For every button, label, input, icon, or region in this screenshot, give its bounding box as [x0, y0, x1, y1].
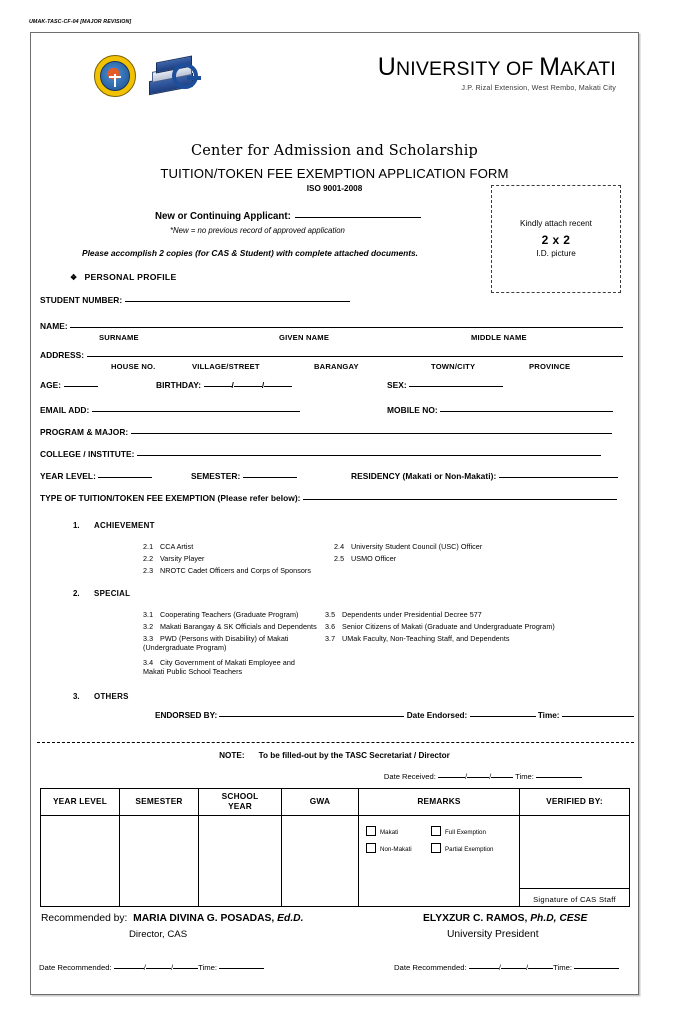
- cell-semester[interactable]: [120, 816, 199, 907]
- checkbox-partial-exemption[interactable]: Partial Exemption: [431, 843, 494, 853]
- photo-type: I.D. picture: [536, 249, 576, 258]
- personal-profile-label: PERSONAL PROFILE: [84, 272, 177, 282]
- residency-label: RESIDENCY (Makati or Non-Makati):: [351, 471, 497, 481]
- checkbox-icon[interactable]: [431, 843, 441, 853]
- cell-remarks: [359, 816, 520, 907]
- photo-attachment-box: [491, 185, 621, 293]
- category-1-title: ACHIEVEMENT: [94, 521, 155, 530]
- diamond-bullet-icon: ❖: [70, 273, 78, 282]
- date-received-month[interactable]: [438, 777, 465, 778]
- sex-label: SEX:: [387, 380, 407, 390]
- date-year-input[interactable]: [528, 968, 553, 969]
- program-major-input[interactable]: [131, 433, 612, 434]
- birthday-year-input[interactable]: [264, 386, 292, 387]
- list-item: 3.2 Makati Barangay & SK Officials and Dependents: [143, 622, 317, 631]
- form-header: [31, 53, 638, 113]
- section-personal-profile: [70, 272, 177, 282]
- date-received-day[interactable]: [467, 777, 489, 778]
- semester-input[interactable]: [243, 477, 297, 478]
- president-degree: Ph.D, CESE: [530, 913, 588, 924]
- table-row: [41, 816, 630, 907]
- email-field[interactable]: [40, 405, 300, 415]
- director-title: Director, CAS: [129, 929, 188, 940]
- mobile-field[interactable]: [387, 405, 613, 415]
- program-major-field[interactable]: [40, 427, 612, 437]
- residency-input[interactable]: [499, 477, 618, 478]
- exemption-type-input[interactable]: [303, 499, 617, 500]
- col-gwa: GWA: [282, 789, 359, 816]
- list-item: 3.1 Cooperating Teachers (Graduate Program): [143, 610, 299, 619]
- residency-field[interactable]: [351, 471, 618, 481]
- sublabel-house-no: HOUSE NO.: [111, 362, 156, 371]
- col-semester: SEMESTER: [120, 789, 199, 816]
- time-endorsed-input[interactable]: [562, 716, 634, 717]
- form-title: TUITION/TOKEN FEE EXEMPTION APPLICATION FORM: [160, 166, 509, 181]
- col-remarks: REMARKS: [359, 789, 520, 816]
- time-label: Time:: [553, 963, 573, 972]
- cell-school-year[interactable]: [199, 816, 282, 907]
- cell-gwa[interactable]: [282, 816, 359, 907]
- document-code: UMAK-TASC-CF-04 [MAJOR REVISION]: [29, 19, 132, 25]
- time-received-label: Time:: [515, 772, 534, 781]
- book-emblem-icon: [147, 55, 197, 97]
- list-item: 2.5 USMO Officer: [334, 554, 397, 563]
- signature-line: [520, 888, 629, 889]
- list-item: 2.1 CCA Artist: [143, 542, 194, 551]
- tasc-note: [31, 751, 638, 760]
- time-received-input[interactable]: [536, 777, 582, 778]
- year-level-input[interactable]: [98, 477, 152, 478]
- address-input[interactable]: [87, 356, 623, 357]
- date-recommended-label: Date Recommended:: [394, 963, 467, 972]
- address-label: ADDRESS:: [40, 350, 85, 360]
- photo-instruction: Kindly attach recent: [520, 219, 592, 228]
- checkbox-icon[interactable]: [366, 826, 376, 836]
- birthday-month-input[interactable]: [204, 386, 232, 387]
- university-seal-icon: [94, 55, 136, 97]
- date-day-input[interactable]: [146, 968, 171, 969]
- semester-field[interactable]: [191, 471, 297, 481]
- sex-field[interactable]: [387, 380, 503, 390]
- checkbox-makati[interactable]: Makati: [366, 826, 398, 836]
- list-item: 3.6 Senior Citizens of Makati (Graduate and Undergraduate Program): [325, 622, 555, 631]
- list-item: 2.2 Varsity Player: [143, 554, 205, 563]
- student-number-field[interactable]: [40, 295, 350, 305]
- checkbox-icon[interactable]: [366, 843, 376, 853]
- list-item: 3.3 PWD (Persons with Disability) of Makati (Undergraduate Program): [143, 634, 289, 652]
- semester-label: SEMESTER:: [191, 471, 241, 481]
- sublabel-surname: SURNAME: [99, 333, 139, 342]
- mobile-label: MOBILE NO:: [387, 405, 438, 415]
- year-level-field[interactable]: [40, 471, 152, 481]
- sublabel-barangay: BARANGAY: [314, 362, 359, 371]
- recommended-by-label: Recommended by:: [41, 913, 128, 924]
- list-item: 2.4 University Student Council (USC) Officer: [334, 542, 483, 551]
- table-header-row: [41, 789, 630, 816]
- category-3-title: OTHERS: [94, 692, 129, 701]
- age-field[interactable]: [40, 380, 98, 390]
- photo-size: 2 x 2: [541, 233, 571, 247]
- sublabel-town-city: TOWN/CITY: [431, 362, 476, 371]
- list-item: 3.5 Dependents under Presidential Decree 577: [325, 610, 482, 619]
- president-name: ELYXZUR C. RAMOS,: [423, 913, 531, 924]
- accomplish-instruction: Please accomplish 2 copies (for CAS & Student) with complete attached documents.: [82, 248, 419, 258]
- list-item: 3.7 UMak Faculty, Non-Teaching Staff, and Dependents: [325, 634, 510, 643]
- note-text: To be filled-out by the TASC Secretariat / Director: [258, 751, 450, 760]
- applicant-note: *New = no previous record of approved application: [170, 226, 345, 235]
- name-label: NAME:: [40, 321, 68, 331]
- checkbox-non-makati[interactable]: Non-Makati: [366, 843, 412, 853]
- seal-torch-icon: [114, 74, 116, 87]
- endorsement-row[interactable]: [155, 711, 634, 720]
- date-received-year[interactable]: [491, 777, 513, 778]
- program-major-label: PROGRAM & MAJOR:: [40, 427, 129, 437]
- sublabel-middle-name: MIDDLE NAME: [471, 333, 527, 342]
- sublabel-given-name: GIVEN NAME: [279, 333, 330, 342]
- name-input[interactable]: [70, 327, 623, 328]
- exemption-type-field[interactable]: [40, 493, 617, 503]
- year-level-label: YEAR LEVEL:: [40, 471, 96, 481]
- signature-caption: Signature of CAS Staff: [533, 895, 616, 904]
- date-month-input[interactable]: [114, 968, 144, 969]
- birthday-field[interactable]: BIRTHDAY: / /: [156, 380, 292, 390]
- age-label: AGE:: [40, 380, 62, 390]
- college-institute-label: COLLEGE / INSTITUTE:: [40, 449, 135, 459]
- checkbox-full-exemption[interactable]: Full Exemption: [431, 826, 486, 836]
- list-item: 2.3 NROTC Cadet Officers and Corps of Sponsors: [143, 566, 311, 575]
- applicant-type-label: New or Continuing Applicant:: [155, 211, 291, 222]
- iso-certification: ISO 9001-2008: [306, 184, 363, 193]
- note-label: NOTE:: [219, 751, 245, 760]
- date-received-label: Date Received:: [383, 772, 436, 781]
- date-recommended-president[interactable]: Date Recommended: / / Time:: [394, 963, 619, 972]
- age-input[interactable]: [64, 386, 98, 387]
- section-divider: [37, 742, 634, 743]
- sublabel-village-street: VILLAGE/STREET: [192, 362, 260, 371]
- exemption-type-label: TYPE OF TUITION/TOKEN FEE EXEMPTION (Please refer below):: [40, 493, 301, 503]
- director-degree: Ed.D.: [277, 913, 304, 924]
- email-input[interactable]: [92, 411, 300, 412]
- endorsed-by-input[interactable]: [219, 716, 404, 717]
- date-month-input[interactable]: [469, 968, 499, 969]
- col-school-year: SCHOOL YEAR: [199, 789, 282, 816]
- date-endorsed-label: Date Endorsed:: [406, 711, 468, 720]
- category-1-number: 1.: [73, 521, 80, 530]
- university-name: UNIVERSITY OF MAKATI: [377, 53, 616, 81]
- checkbox-icon[interactable]: [431, 826, 441, 836]
- director-name: MARIA DIVINA G. POSADAS,: [133, 913, 278, 924]
- time-label: Time:: [198, 963, 218, 972]
- cell-verified-by[interactable]: [520, 816, 630, 907]
- date-endorsed-input[interactable]: [470, 716, 536, 717]
- time-input[interactable]: [574, 968, 619, 969]
- university-address: J.P. Rizal Extension, West Rembo, Makati City: [461, 83, 616, 92]
- category-3-number: 3.: [73, 692, 80, 701]
- date-day-input[interactable]: [501, 968, 526, 969]
- applicant-type-field[interactable]: [155, 211, 421, 222]
- date-year-input[interactable]: [173, 968, 198, 969]
- date-recommended-label: Date Recommended:: [39, 963, 112, 972]
- cell-year-level[interactable]: [41, 816, 120, 907]
- president-block: [423, 913, 587, 924]
- applicant-type-blank[interactable]: [295, 217, 421, 218]
- category-2-title: SPECIAL: [94, 589, 131, 598]
- col-year-level: YEAR LEVEL: [41, 789, 120, 816]
- recommended-by-block: [41, 913, 303, 924]
- president-title: University President: [447, 929, 539, 940]
- mobile-input[interactable]: [440, 411, 613, 412]
- date-recommended-director[interactable]: Date Recommended: / / Time:: [39, 963, 264, 972]
- birthday-label: BIRTHDAY:: [156, 380, 202, 390]
- student-number-label: STUDENT NUMBER:: [40, 295, 123, 305]
- address-field[interactable]: [40, 350, 623, 360]
- college-institute-field[interactable]: [40, 449, 601, 459]
- endorsed-by-label: ENDORSED BY:: [155, 711, 218, 720]
- list-item: 3.4 City Government of Makati Employee and Makati Public School Teachers: [143, 658, 295, 676]
- name-field[interactable]: [40, 321, 623, 331]
- college-institute-input[interactable]: [137, 455, 601, 456]
- student-number-input[interactable]: [125, 301, 350, 302]
- page-title: Center for Admission and Scholarship: [190, 143, 479, 159]
- form-page: [30, 32, 639, 995]
- col-verified-by: VERIFIED BY:: [520, 789, 630, 816]
- verification-table: [40, 788, 630, 907]
- email-label: EMAIL ADD:: [40, 405, 90, 415]
- category-2-number: 2.: [73, 589, 80, 598]
- sublabel-province: PROVINCE: [529, 362, 571, 371]
- sex-input[interactable]: [409, 386, 503, 387]
- time-input[interactable]: [219, 968, 264, 969]
- time-endorsed-label: Time:: [537, 711, 560, 720]
- birthday-day-input[interactable]: [234, 386, 262, 387]
- date-received-row[interactable]: Date Received: / / Time:: [384, 772, 582, 781]
